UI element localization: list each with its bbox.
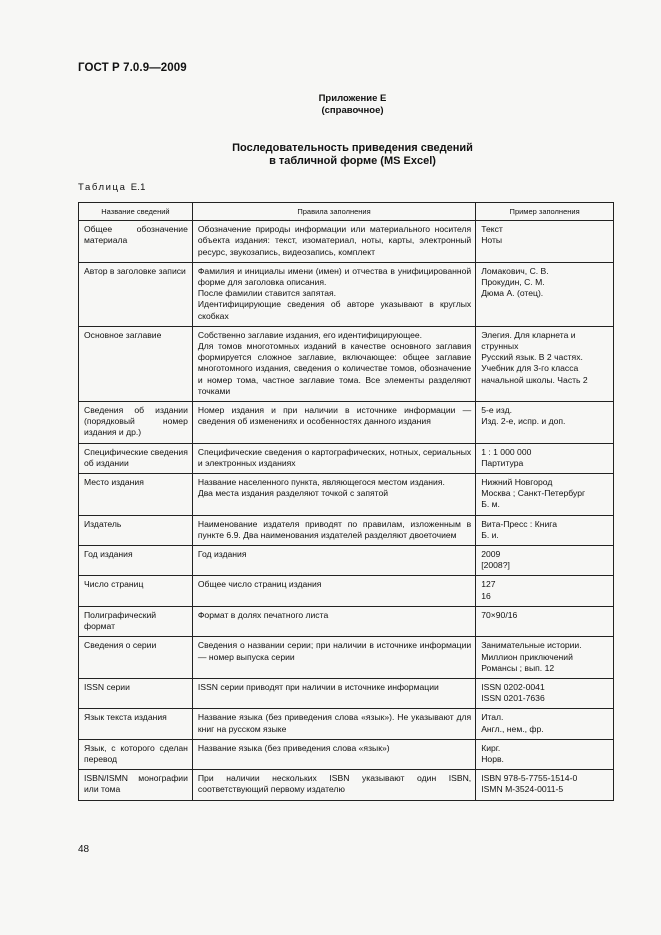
cell-name: ISSN серии: [79, 678, 193, 708]
cell-example: [476, 326, 614, 401]
header-name: Название сведений: [79, 203, 193, 221]
example-line: ISMN M-3524-0011-5: [481, 784, 564, 795]
rule-line: Название языка (без приведения слова «язык»). Не указывают для книг на русском языке: [197, 712, 472, 734]
rule-line: Название языка (без приведения слова «язык»): [197, 742, 390, 753]
cell-name: Общее обозначение материала: [79, 221, 193, 263]
rule-line: После фамилии ставится запятая.: [197, 288, 337, 299]
table-row: [79, 326, 614, 401]
rule-line: Формат в долях печатного листа: [197, 609, 329, 620]
cell-name: Издатель: [79, 515, 193, 545]
example-line: Вита-Пресс : Книга: [481, 518, 557, 529]
rule-line: При наличии нескольких ISBN указывают один ISBN, соответствующий первому издателю: [197, 773, 472, 795]
cell-name: ISBN/ISMN монографии или тома: [79, 770, 193, 800]
example-line: Ломакович, С. В.: [481, 265, 549, 276]
table-row: [79, 402, 614, 444]
example-line: 1 : 1 000 000: [481, 446, 532, 457]
table-row: [79, 443, 614, 473]
rule-line: Наименование издателя приводят по правилам, изложенным в пункте 6.9. Два наименования издателей разделяют двоеточием: [197, 518, 472, 540]
rule-line: Обозначение природы информации или материального носителя объекта издания: текст, изоматериал, ноты, карты, электронный ресурс, звукозапись, видеозапись, комплект: [197, 224, 472, 257]
table-row: [79, 709, 614, 739]
cell-name: Язык, с которого сделан перевод: [79, 739, 193, 769]
table-row: [79, 515, 614, 545]
cell-example: [476, 546, 614, 576]
cell-name: Язык текста издания: [79, 709, 193, 739]
rule-line: Номер издания и при наличии в источнике информации — сведения об изменениях и особенностях данного издания: [197, 405, 472, 427]
example-line: ISSN 0202-0041: [481, 681, 545, 692]
cell-example: [476, 637, 614, 679]
table-caption-number: Е.1: [130, 182, 146, 193]
cell-rule: [192, 546, 475, 576]
example-line: Элегия. Для кларнета и струнных: [481, 329, 576, 352]
example-line: Текст: [481, 224, 503, 235]
cell-rule: [192, 221, 475, 263]
cell-example: [476, 770, 614, 800]
cell-example: [476, 402, 614, 444]
example-line: ISSN 0201-7636: [481, 693, 545, 704]
table-row: [79, 739, 614, 769]
page-number: 48: [78, 844, 90, 855]
header-example: Пример заполнения: [476, 203, 614, 221]
example-line: 127: [481, 579, 496, 590]
cell-example: [476, 739, 614, 769]
annex-title: Приложение Е: [318, 93, 387, 104]
cell-rule: [192, 474, 475, 516]
section-title-line-2: в табличной форме (MS Excel): [269, 155, 436, 167]
cell-name: Полиграфический формат: [79, 606, 193, 636]
example-line: Норв.: [481, 753, 504, 764]
table-row: [79, 576, 614, 606]
rule-line: Год издания: [197, 549, 247, 560]
table-row: [79, 606, 614, 636]
cell-rule: [192, 576, 475, 606]
cell-example: [476, 678, 614, 708]
example-line: Прокудин, С. М.: [481, 277, 545, 288]
cell-rule: [192, 739, 475, 769]
cell-name: Основное заглавие: [79, 326, 193, 401]
cell-name: Число страниц: [79, 576, 193, 606]
example-line: Б. м.: [481, 499, 500, 510]
cell-example: [476, 576, 614, 606]
cell-name: Год издания: [79, 546, 193, 576]
table-caption: [78, 182, 146, 193]
rule-line: Идентифицирующие сведения об авторе указывают в круглых скобках: [197, 299, 472, 321]
table-row: [79, 221, 614, 263]
example-line: Итал.: [481, 712, 504, 723]
example-line: Занимательные истории. Миллион приключений: [481, 640, 582, 662]
cell-example: [476, 709, 614, 739]
example-line: Русский язык. В 2 частях. Учебник для 3-го класса начальной школы. Часть 2: [481, 352, 588, 385]
table-header-row: [79, 203, 614, 221]
example-line: Англ., нем., фр.: [481, 723, 544, 734]
table-row: [79, 678, 614, 708]
cell-rule: [192, 637, 475, 679]
cell-name: Автор в заголовке записи: [79, 262, 193, 326]
example-line: Дюма А. (отец).: [481, 288, 544, 299]
example-line: Б. и.: [481, 529, 499, 540]
table-row: [79, 546, 614, 576]
rule-line: Два места издания разделяют точкой с запятой: [197, 488, 389, 499]
table-row: [79, 770, 614, 800]
cell-name: Сведения об издании (порядковый номер издания и др.): [79, 402, 193, 444]
table-row: [79, 637, 614, 679]
standard-code: ГОСТ Р 7.0.9—2009: [78, 62, 187, 74]
cell-rule: [192, 678, 475, 708]
header-rule: Правила заполнения: [192, 203, 475, 221]
cell-name: Место издания: [79, 474, 193, 516]
cell-rule: [192, 443, 475, 473]
example-line: 70×90/16: [481, 609, 518, 620]
cell-name: Сведения о серии: [79, 637, 193, 679]
cell-example: [476, 515, 614, 545]
annex-subtitle: (справочное): [321, 105, 384, 116]
example-line: Романсы ; вып. 12: [481, 662, 555, 673]
rule-line: Для томов многотомных изданий в качестве основного заглавия формируется сложное заглавие, включающее: общее заглавие многотомного издания, сведения о количестве томов, обозначение и номер тома, частное заглавие тома. Все элементы разделяют точками: [197, 341, 472, 396]
cell-rule: [192, 770, 475, 800]
example-line: Нижний Новгород: [481, 477, 553, 488]
example-line: Москва ; Санкт-Петербург: [481, 488, 586, 499]
cell-name: Специфические сведения об издании: [79, 443, 193, 473]
table-row: [79, 474, 614, 516]
example-line: Изд. 2-е, испр. и доп.: [481, 416, 566, 427]
info-table: [78, 202, 614, 801]
cell-rule: [192, 515, 475, 545]
example-line: 2009: [481, 549, 501, 560]
example-line: Кирг.: [481, 742, 501, 753]
rule-line: Сведения о названии серии; при наличии в источнике информации — номер выпуска серии: [197, 640, 472, 662]
cell-rule: [192, 606, 475, 636]
example-line: ISBN 978-5-7755-1514-0: [481, 773, 578, 784]
table-row: [79, 262, 614, 326]
cell-rule: [192, 262, 475, 326]
rule-line: Собственно заглавие издания, его идентифицирующее.: [197, 329, 423, 340]
cell-rule: [192, 326, 475, 401]
cell-example: [476, 443, 614, 473]
rule-line: Фамилия и инициалы имени (имен) и отчества в унифицированной форме для заголовка описания.: [197, 265, 472, 288]
rule-line: Название населенного пункта, являющегося местом издания.: [197, 477, 445, 488]
cell-example: [476, 262, 614, 326]
cell-example: [476, 606, 614, 636]
table-caption-word: Таблица: [78, 182, 127, 193]
example-line: [2008?]: [481, 560, 510, 571]
example-line: Партитура: [481, 457, 524, 468]
rule-line: ISSN серии приводят при наличии в источнике информации: [197, 681, 439, 692]
example-line: 5-е изд.: [481, 405, 512, 416]
cell-example: [476, 474, 614, 516]
example-line: 16: [481, 590, 491, 601]
cell-rule: [192, 402, 475, 444]
cell-example: [476, 221, 614, 263]
rule-line: Специфические сведения о картографических, нотных, сериальных и электронных изданиях: [197, 446, 472, 468]
cell-rule: [192, 709, 475, 739]
rule-line: Общее число страниц издания: [197, 579, 322, 590]
section-title-line-1: Последовательность приведения сведений: [232, 142, 473, 154]
example-line: Ноты: [481, 235, 503, 246]
